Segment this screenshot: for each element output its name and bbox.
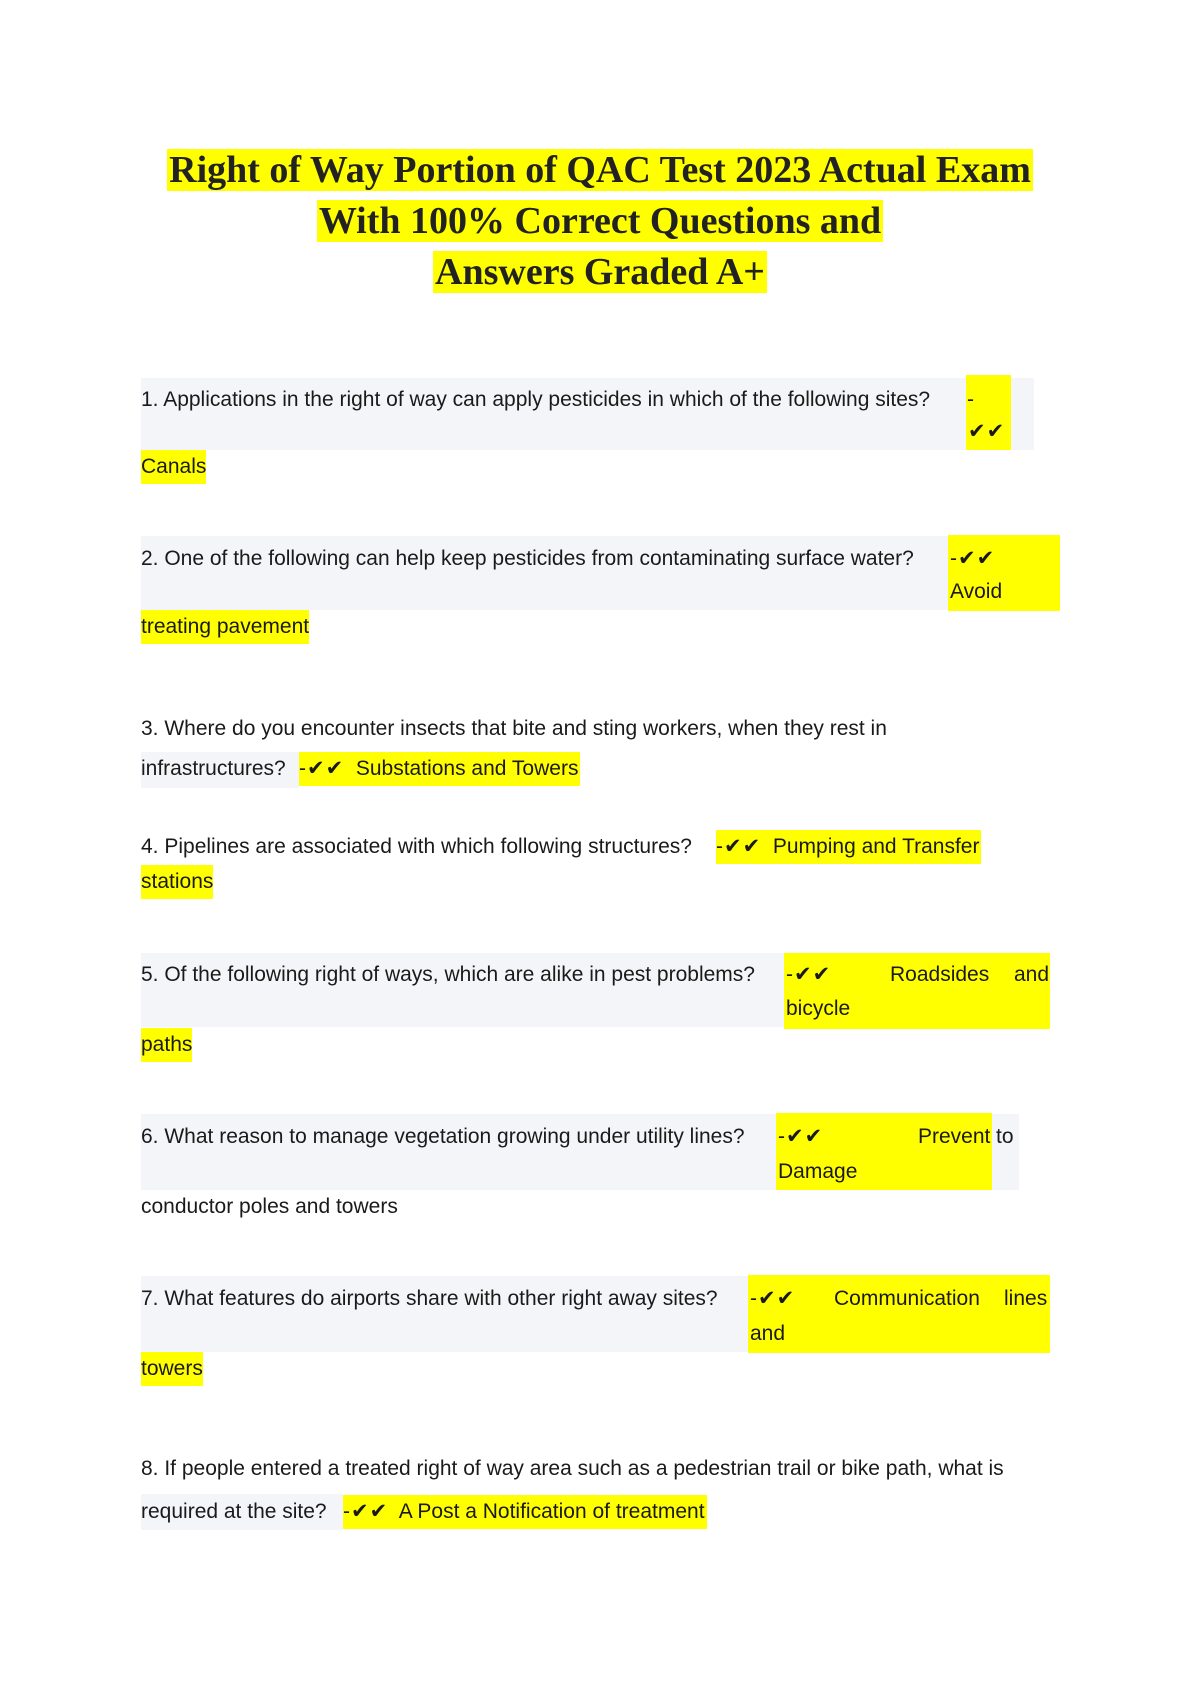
answer-5-text-b: bicycle xyxy=(786,997,851,1020)
answer-1-dash: - xyxy=(967,388,974,411)
question-3-text-line-2: infrastructures? xyxy=(141,757,286,780)
answer-6-marker: -✔✔ xyxy=(778,1125,824,1148)
answer-4-marker: -✔✔ xyxy=(716,835,762,858)
document-title xyxy=(0,145,1200,298)
answer-8 xyxy=(343,1495,707,1529)
answer-5-text-a2: and xyxy=(1014,963,1050,986)
title-line-1: Right of Way Portion of QAC Test 2023 Actual Exam xyxy=(169,149,1031,191)
answer-7-text-a2: lines xyxy=(1004,1287,1048,1310)
answer-5-text-c: paths xyxy=(141,1028,192,1062)
answer-5-text-a1: Roadsides xyxy=(890,963,990,986)
answer-3 xyxy=(299,752,580,786)
answer-6-text-b: Damage xyxy=(778,1160,858,1183)
answer-1-checkmarks: ✔✔ xyxy=(968,420,1006,443)
title-line-2: With 100% Correct Questions and xyxy=(318,200,882,242)
answer-7-text-b: and xyxy=(750,1322,786,1345)
answer-4 xyxy=(716,830,981,864)
answer-4-text-a: Pumping and Transfer xyxy=(772,835,980,858)
question-2-text: 2. One of the following can help keep pesticides from contaminating surface water? xyxy=(141,547,914,570)
answer-8-text: A Post a Notification of treatment xyxy=(398,1500,705,1523)
answer-4-text-b: stations xyxy=(141,865,213,899)
answer-8-marker: -✔✔ xyxy=(343,1500,389,1523)
answer-3-text: Substations and Towers xyxy=(355,757,579,780)
answer-7-text-a1: Communication xyxy=(834,1287,980,1310)
answer-2-text-b: treating pavement xyxy=(141,610,309,644)
question-7-text: 7. What features do airports share with other right away sites? xyxy=(141,1287,718,1310)
question-4-text: 4. Pipelines are associated with which following structures? xyxy=(141,835,692,858)
question-6-text: 6. What reason to manage vegetation growing under utility lines? xyxy=(141,1125,745,1148)
question-1-text: 1. Applications in the right of way can apply pesticides in which of the following sites? xyxy=(141,388,931,411)
title-line-3: Answers Graded A+ xyxy=(435,251,765,293)
answer-6-text-to: to xyxy=(996,1125,1014,1148)
answer-2-text-a: Avoid xyxy=(950,580,1003,603)
answer-1-text: Canals xyxy=(141,450,206,484)
question-3-text-line-1: 3. Where do you encounter insects that bite and sting workers, when they rest in xyxy=(141,717,887,740)
answer-7-text-c: towers xyxy=(141,1352,203,1386)
answer-7-marker: -✔✔ xyxy=(750,1287,796,1310)
answer-6-text-c: conductor poles and towers xyxy=(141,1195,398,1218)
question-8-text-line-1: 8. If people entered a treated right of way area such as a pedestrian trail or bike path, what is xyxy=(141,1457,1004,1480)
question-5-text: 5. Of the following right of ways, which are alike in pest problems? xyxy=(141,963,755,986)
question-8-text-line-2: required at the site? xyxy=(141,1500,327,1523)
answer-6-text-a: Prevent xyxy=(918,1125,991,1148)
answer-5-marker: -✔✔ xyxy=(786,963,832,986)
answer-3-marker: -✔✔ xyxy=(299,757,345,780)
answer-2-marker: -✔✔ xyxy=(950,547,996,570)
